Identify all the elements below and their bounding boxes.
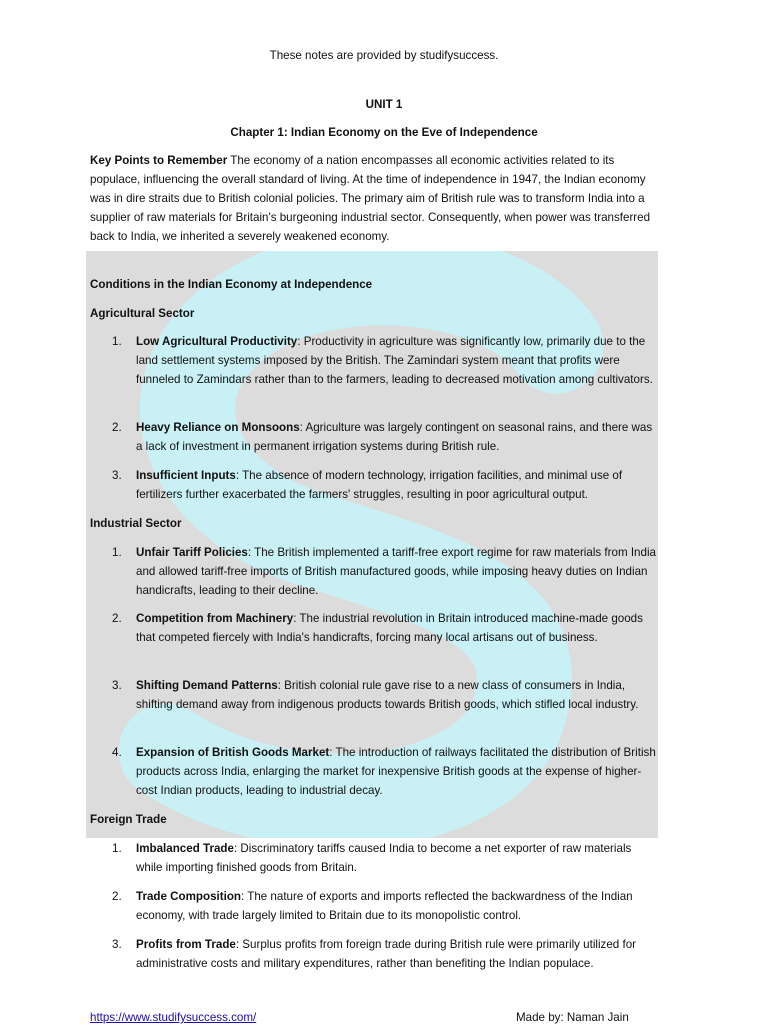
item-text: : Agriculture was largely contingent on seasonal rains, and there was a lack of investment in permanent irrigation systems during British rule. bbox=[136, 421, 653, 453]
footer-credit: Made by: Naman Jain bbox=[516, 1011, 629, 1024]
item-title: Low Agricultural Productivity bbox=[136, 335, 298, 348]
item-text: : The introduction of railways facilitated the distribution of British products across India, enlarging the market for inexpensive British goods at the expense of higher-cost Indian products, leading to industrial decay. bbox=[136, 746, 656, 797]
item-number: 1. bbox=[112, 335, 122, 348]
item-text: : The British implemented a tariff-free export regime for raw materials from India and allowed tariff-free imports of British manufactured goods, while imposing heavy duties on Indian handicrafts, leading to their decline. bbox=[136, 546, 656, 597]
item-number: 1. bbox=[112, 842, 122, 855]
item-number: 4. bbox=[112, 746, 122, 759]
item-title: Imbalanced Trade bbox=[136, 842, 234, 855]
footer-website-link[interactable]: https://www.studifysuccess.com/ bbox=[90, 1011, 257, 1024]
provider-notice: These notes are provided by studifysuccess. bbox=[269, 49, 499, 62]
item-title: Unfair Tariff Policies bbox=[136, 546, 248, 559]
item-title: Expansion of British Goods Market bbox=[136, 746, 330, 759]
item-text: : The industrial revolution in Britain introduced machine-made goods that competed fiercely with India's handicrafts, forcing many local artisans out of business. bbox=[136, 612, 643, 644]
unit-title: UNIT 1 bbox=[365, 98, 403, 111]
item-text: : Productivity in agriculture was significantly low, primarily due to the land settlement systems imposed by the British. The Zamindari system meant that profits were funneled to Zamindars rather than to the farmers, leading to decreased motivation among cultivators. bbox=[136, 335, 653, 386]
item-number: 3. bbox=[112, 469, 122, 482]
section-heading-foreign-trade: Foreign Trade bbox=[90, 813, 167, 826]
item-number: 3. bbox=[112, 679, 122, 692]
item-number: 1. bbox=[112, 546, 122, 559]
item-title: Competition from Machinery bbox=[136, 612, 294, 625]
item-number: 2. bbox=[112, 890, 122, 903]
item-text: : Discriminatory tariffs caused India to become a net exporter of raw materials while importing finished goods from Britain. bbox=[136, 842, 632, 874]
item-number: 3. bbox=[112, 938, 122, 951]
intro-label: Key Points to Remember bbox=[90, 154, 228, 167]
section-heading-agricultural: Agricultural Sector bbox=[90, 307, 195, 320]
item-text: : The nature of exports and imports reflected the backwardness of the Indian economy, with trade largely limited to Britain due to its monopolistic control. bbox=[136, 890, 633, 922]
section-heading-industrial: Industrial Sector bbox=[90, 517, 182, 530]
conditions-heading: Conditions in the Indian Economy at Independence bbox=[90, 278, 373, 291]
chapter-title: Chapter 1: Indian Economy on the Eve of Independence bbox=[230, 126, 538, 139]
item-title: Insufficient Inputs bbox=[136, 469, 236, 482]
item-text: : The absence of modern technology, irrigation facilities, and minimal use of fertilizers further exacerbated the farmers' struggles, resulting in poor agricultural output. bbox=[136, 469, 623, 501]
item-title: Trade Composition bbox=[136, 890, 241, 903]
item-title: Shifting Demand Patterns bbox=[136, 679, 278, 692]
item-title: Heavy Reliance on Monsoons bbox=[136, 421, 300, 434]
item-title: Profits from Trade bbox=[136, 938, 236, 951]
item-text: : Surplus profits from foreign trade during British rule were primarily utilized for administrative costs and military expenditures, rather than benefiting the Indian populace. bbox=[136, 938, 636, 970]
item-number: 2. bbox=[112, 421, 122, 434]
item-text: : British colonial rule gave rise to a new class of consumers in India, shifting demand away from indigenous products towards British goods, which stifled local industry. bbox=[136, 679, 639, 711]
intro-text: The economy of a nation encompasses all economic activities related to its populace, influencing the overall standard of living. At the time of independence in 1947, the Indian economy was in dire straits due to British colonial policies. The primary aim of British rule was to transform India into a supplier of raw materials for Britain's burgeoning industrial sector. Consequently, when power was transferred back to India, we inherited a severely weakened economy. bbox=[90, 154, 651, 243]
intro-paragraph bbox=[90, 151, 660, 246]
item-number: 2. bbox=[112, 612, 122, 625]
